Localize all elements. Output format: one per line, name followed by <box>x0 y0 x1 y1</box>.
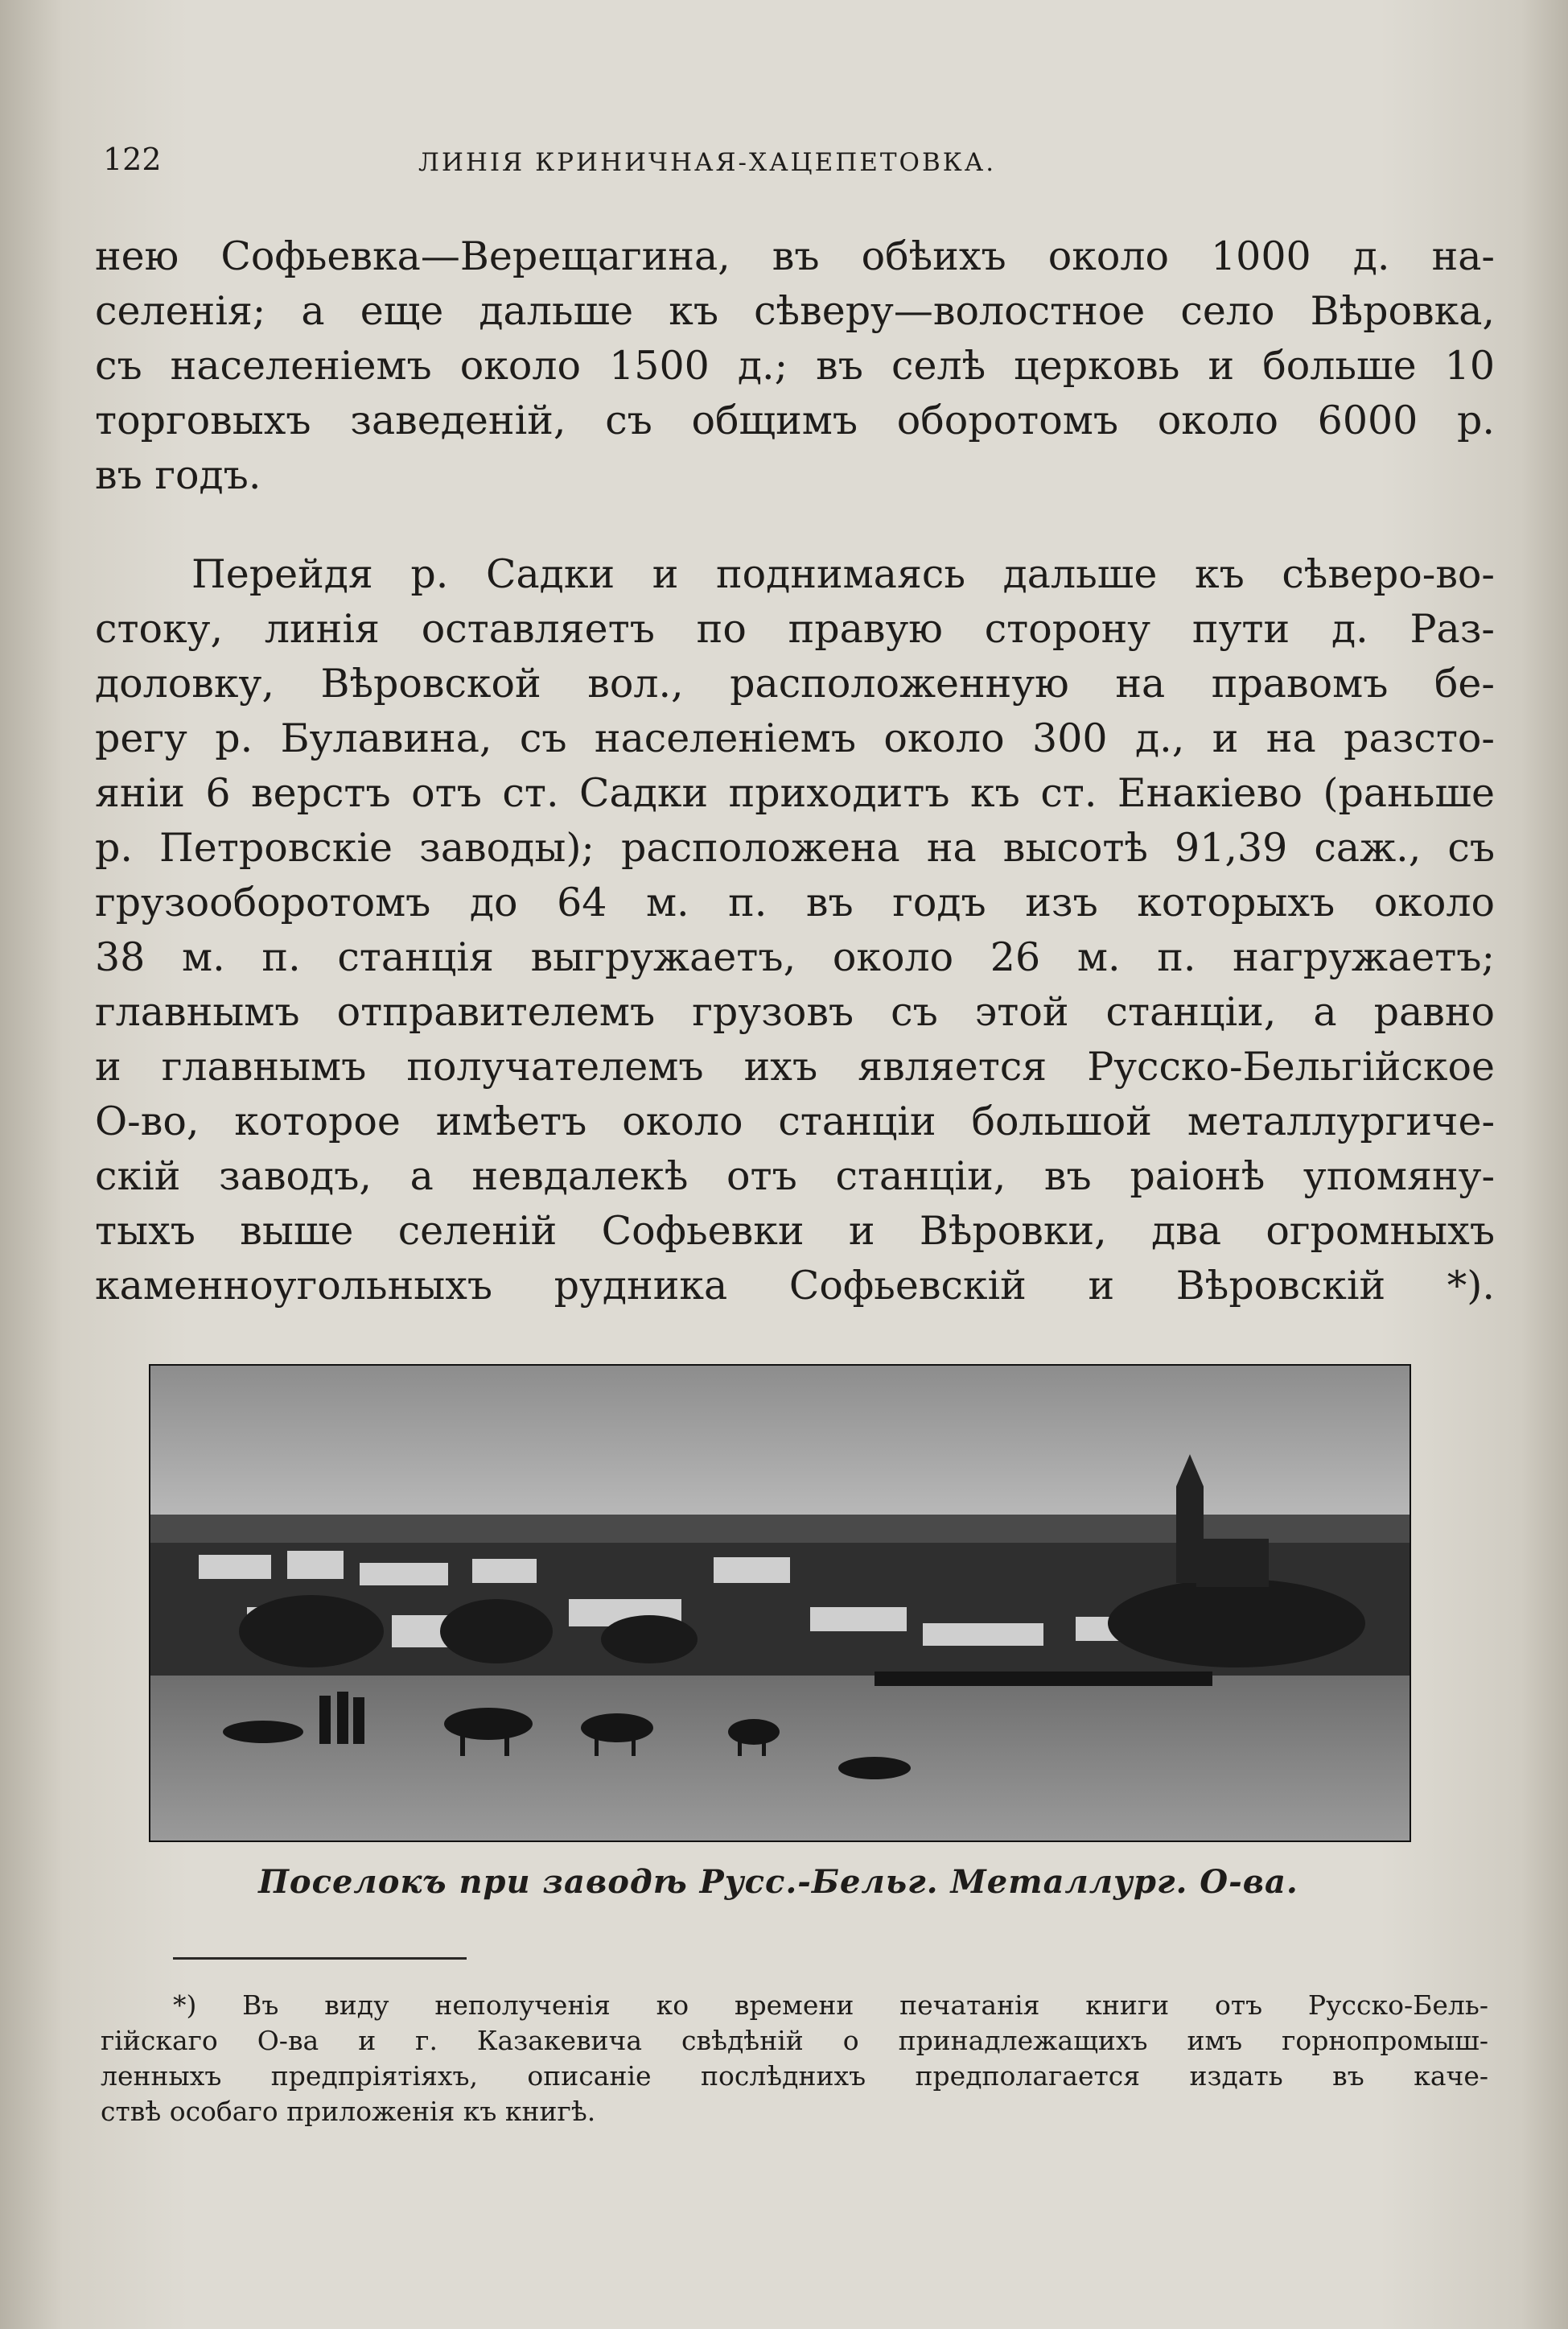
text-line: грузооборотомъ до 64 м. п. въ годъ изъ которыхъ около <box>95 880 1495 925</box>
text-line: О-во, которое имѣетъ около станціи большой металлургиче- <box>95 1099 1495 1144</box>
text-line: стоку, линія оставляетъ по правую сторону пути д. Раз- <box>95 606 1495 652</box>
text-line: доловку, Вѣровской вол., расположенную на правомъ бе- <box>95 661 1495 707</box>
paragraph-1 <box>95 229 1495 503</box>
paragraph-2 <box>95 547 1495 1313</box>
text-line: въ годъ. <box>95 452 261 498</box>
running-title: ЛИНІЯ КРИНИЧНАЯ-ХАЦЕПЕТОВКА. <box>418 148 997 177</box>
text-line: тыхъ выше селеній Софьевки и Вѣровки, два огромныхъ <box>95 1208 1495 1254</box>
footnote-line: ствѣ особаго приложенія къ книгѣ. <box>101 2096 596 2127</box>
text-line: селенія; а еще дальше къ сѣверу—волостное село Вѣровка, <box>95 288 1495 334</box>
footnote-line: гійскаго О-ва и г. Казакевича свѣдѣній о принадлежащихъ имъ горнопромыш- <box>101 2025 1488 2056</box>
text-line: торговыхъ заведеній, съ общимъ оборотомъ около 6000 р. <box>95 398 1495 443</box>
text-line: нею Софьевка—Верещагина, въ обѣихъ около 1000 д. на- <box>95 233 1495 279</box>
footnote <box>101 1988 1488 2129</box>
text-line: Перейдя р. Садки и поднимаясь дальше къ сѣверо-во- <box>191 551 1495 597</box>
text-line: съ населеніемъ около 1500 д.; въ селѣ церковь и больше 10 <box>95 343 1495 389</box>
text-line: р. Петровскіе заводы); расположена на высотѣ 91,39 саж., съ <box>95 825 1495 871</box>
text-line: главнымъ отправителемъ грузовъ съ этой станціи, а равно <box>95 989 1495 1035</box>
running-head <box>0 137 1568 185</box>
footnote-divider <box>173 1957 467 1960</box>
footnote-line: ленныхъ предпріятіяхъ, описаніе послѣднихъ предполагается издать въ каче- <box>101 2060 1488 2092</box>
photo-caption: Поселокъ при заводѣ Русс.-Бельг. Металлург. О-ва. <box>258 1863 1298 1901</box>
page-number: 122 <box>103 142 162 177</box>
footnote-line: *) Въ виду неполученія ко времени печатанія книги отъ Русско-Бель- <box>173 1989 1488 2021</box>
text-line: регу р. Булавина, съ населеніемъ около 300 д., и на разсто- <box>95 715 1495 761</box>
settlement-photograph <box>149 1364 1411 1842</box>
text-line: скій заводъ, а невдалекѣ отъ станціи, въ раіонѣ упомяну- <box>95 1153 1495 1199</box>
text-line: яніи 6 верстъ отъ ст. Садки приходитъ къ ст. Енакіево (раньше <box>95 770 1495 816</box>
text-line: 38 м. п. станція выгружаетъ, около 26 м. п. нагружаетъ; <box>95 934 1495 980</box>
text-line: и главнымъ получателемъ ихъ является Русско-Бельгійское <box>95 1044 1495 1090</box>
text-line: каменноугольныхъ рудника Софьевскій и Вѣровскій *). <box>95 1263 1495 1309</box>
